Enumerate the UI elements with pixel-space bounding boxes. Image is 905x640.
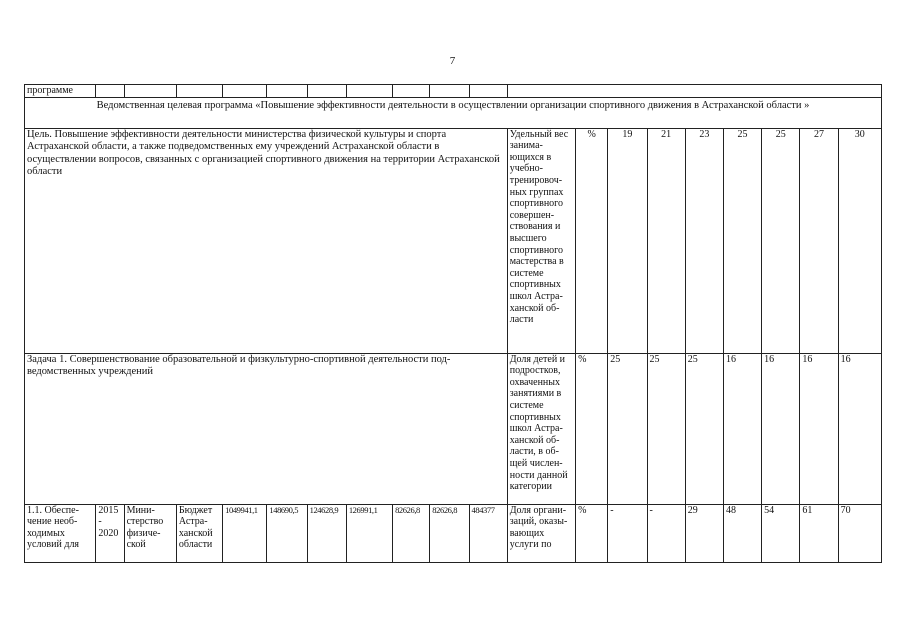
goal-value: 19 (608, 128, 647, 353)
goal-value: 25 (723, 128, 761, 353)
table-cell (346, 85, 392, 98)
goal-value: 27 (800, 128, 838, 353)
table-row-1-1 (25, 504, 882, 562)
task-value: 16 (800, 353, 838, 504)
program-title: Ведомственная целевая программа «Повышение эффективности деятельности в осуществлении организации спортивного движения в Астраханской области » (25, 97, 882, 128)
activity-name: 1.1. Обеспе-чение необ-ходимых условий для (25, 504, 96, 562)
table-cell (393, 85, 430, 98)
activity-source: Бюджет Астра-ханской области (176, 504, 222, 562)
goal-value: 23 (685, 128, 723, 353)
activity-unit: % (576, 504, 608, 562)
task-value: 16 (762, 353, 800, 504)
activity-value: - (608, 504, 647, 562)
page-number: 7 (449, 55, 456, 67)
activity-executor: Мини-стерство физиче-ской (124, 504, 176, 562)
task-text: Задача 1. Совершенствование образовательной и физкультурно-спортивной деятельности под-ведомственных учреждений (25, 353, 508, 504)
table-cell (507, 85, 881, 98)
amount-cell: 82626,8 (393, 504, 430, 562)
amount-cell: 124628,9 (307, 504, 346, 562)
task-unit: % (576, 353, 608, 504)
table-cell (430, 85, 469, 98)
activity-value: 54 (762, 504, 800, 562)
first-row-label: программе (25, 85, 96, 98)
table-row-goal (25, 128, 882, 353)
activity-period: 2015 - 2020 (96, 504, 124, 562)
table-row-program-title (25, 97, 882, 128)
task-indicator: Доля детей и подростков, охваченных занятиями в системе спортивных школ Астра-ханской об-ласти, в об-щей числен-ности данной категории (507, 353, 575, 504)
table-cell (176, 85, 222, 98)
goal-text: Цель. Повышение эффективности деятельности министерства физической культуры и спорта Астраханской области, а также подведомственных ему учреждений Астраханской области в осуществлении вопросов, связанных с организацией спортивного движения на территории Астраханской области (25, 128, 508, 353)
goal-value: 25 (762, 128, 800, 353)
table-cell (96, 85, 124, 98)
goal-unit: % (576, 128, 608, 353)
amount-cell: 1049941,1 (223, 504, 267, 562)
task-value: 25 (647, 353, 685, 504)
table-row-task (25, 353, 882, 504)
goal-indicator: Удельный вес занима-ющихся в учебно-тренировоч-ных группах спортивного совершен-ствования и высшего спортивного мастерства в системе спортивных школ Астра-ханской об-ласти (507, 128, 575, 353)
table-cell (469, 85, 507, 98)
task-value: 25 (685, 353, 723, 504)
table-cell (223, 85, 267, 98)
table-row-header-tail (25, 85, 882, 98)
task-value: 16 (723, 353, 761, 504)
activity-value: 61 (800, 504, 838, 562)
amount-cell: 148690,5 (267, 504, 307, 562)
table-cell (307, 85, 346, 98)
goal-value: 30 (838, 128, 881, 353)
activity-value: - (647, 504, 685, 562)
program-table (24, 84, 882, 563)
task-value: 25 (608, 353, 647, 504)
activity-value: 48 (723, 504, 761, 562)
activity-indicator: Доля органи-заций, оказы-вающих услуги по (507, 504, 575, 562)
amount-cell: 484377 (469, 504, 507, 562)
table-cell (124, 85, 176, 98)
goal-value: 21 (647, 128, 685, 353)
table-cell (267, 85, 307, 98)
amount-cell: 126991,1 (346, 504, 392, 562)
amount-cell: 82626,8 (430, 504, 469, 562)
task-value: 16 (838, 353, 881, 504)
activity-value: 70 (838, 504, 881, 562)
activity-value: 29 (685, 504, 723, 562)
